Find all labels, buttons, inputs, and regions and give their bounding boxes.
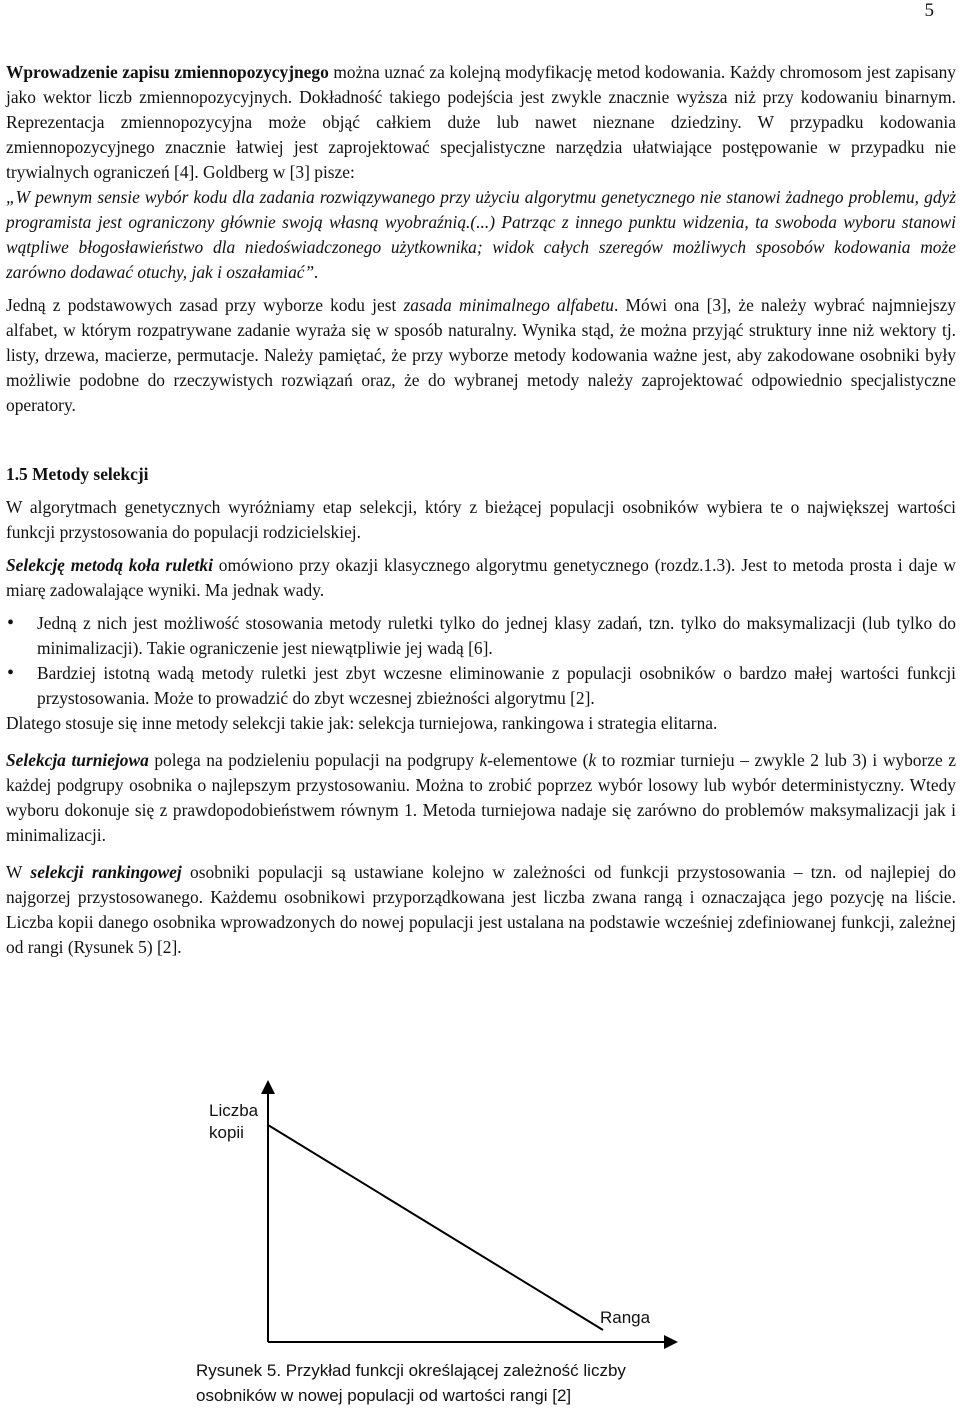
list-item: • Bardziej istotną wadą metody ruletki jest zbyt wczesne eliminowanie z populacji osobników o bardzo małej wartości funkcji przystosowania. Może to prowadzić do zbyt wczesnej zbieżności algorytmu [2]. bbox=[6, 661, 956, 711]
paragraph-text: można uznać za kolejną modyfikację metod kodowania. Każdy chromosom jest zapisany jako wektor liczb zmiennopozycyjnych. Dokładność takiego podejścia jest zwykle znacznie wyższa niż przy kodowaniu binarnym. Reprezentacja zmiennopozycyjna może objąć całkiem duże lub nawet nieznane dziedziny. W przypadku kodowania zmiennopozycyjnego znacznie łatwiej jest zaprojektować specjalistyczne narzędzia ułatwiające postępowanie w przypadku nie trywialnych ograniczeń [4]. Goldberg w [3] pisze: bbox=[6, 62, 956, 182]
bold-italic-term: Selekcję metodą koła ruletki bbox=[6, 555, 213, 575]
y-axis-arrow bbox=[261, 1080, 275, 1094]
paragraph-ranking bbox=[6, 860, 956, 960]
italic-variable: k bbox=[588, 750, 597, 770]
y-axis-label-line: kopii bbox=[209, 1123, 244, 1142]
series-line bbox=[268, 1125, 603, 1330]
y-axis-label-line: Liczba bbox=[209, 1101, 259, 1120]
italic-term: zasada minimalnego alfabetu bbox=[403, 295, 615, 315]
x-axis-label: Ranga bbox=[600, 1308, 651, 1327]
drawbacks-list bbox=[6, 611, 956, 711]
paragraph-roulette bbox=[6, 553, 956, 603]
y-axis-label bbox=[209, 1100, 279, 1144]
paragraph-tournament bbox=[6, 748, 956, 848]
paragraph-minimal-alphabet bbox=[6, 293, 956, 418]
goldberg-quote bbox=[6, 185, 956, 285]
paragraph-selection-intro: W algorytmach genetycznych wyróżniamy etap selekcji, który z bieżącej populacji osobników wybiera te o największej wartości funkcji przystosowania do populacji rodzicielskiej. bbox=[6, 497, 956, 542]
bold-term: Wprowadzenie zapisu zmiennopozycyjnego bbox=[6, 62, 329, 82]
paragraph-text: omówiono przy okazji klasycznego algorytmu genetycznego (rozdz.1.3). Jest to metoda prosta i daje w miarę zadowalające wyniki. Ma jednak wady. bbox=[6, 555, 956, 600]
caption-line: osobników w nowej populacji od wartości rangi [2] bbox=[196, 1386, 572, 1405]
bold-italic-term: Selekcja turniejowa bbox=[6, 750, 149, 770]
bold-italic-term: selekcji rankingowej bbox=[30, 862, 182, 882]
paragraph-text: osobniki populacji są ustawiane kolejno w zależności od funkcji przystosowania – tzn. od najlepiej do najgorzej przystosowanego. Każdemu osobnikowi przyporządkowana jest liczba zwana rangą i oznaczająca jego pozycję na liście. Liczba kopii danego osobnika wprowadzonych do nowej populacji jest ustalana na podstawie wcześniej zdefiniowanej funkcji, zależnej od rangi (Rysunek 5) [2]. bbox=[6, 862, 956, 957]
caption-line: Rysunek 5. Przykład funkcji określającej zależność liczby bbox=[196, 1361, 626, 1380]
figure-caption bbox=[196, 1358, 756, 1408]
paragraph-other-methods: Dlatego stosuje się inne metody selekcji takie jak: selekcja turniejowa, rankingowa i strategia elitarna. bbox=[6, 713, 718, 733]
paragraph-text: to rozmiar turnieju – zwykle 2 lub 3) i wyborze z każdej podgrupy osobnika o najlepszym przystosowaniu. Można to zrobić poprzez wybór losowy lub wybór deterministyczny. Wtedy wyboru dokonuje się z prawdopodobieństwem równym 1. Metoda turniejowa nadaje się zarówno do problemów maksymalizacji jak i minimalizacji. bbox=[6, 750, 956, 845]
quote-text: „W pewnym sensie wybór kodu dla zadania rozwiązywanego przy użyciu algorytmu genetycznego nie stanowi żadnego problemu, gdyż programista jest ograniczony głównie swoją własną wyobraźnią.(...) Patrząc z innego punktu widzenia, ta swoboda wyboru stanowi wątpliwe błogosławieństwo dla niedoświadczonego użytkownika; widok całych szeregów możliwych sposobów kodowania może zarówno dodawać otuchy, jak i oszałamiać”. bbox=[6, 187, 956, 282]
paragraph-text: polega na podzieleniu populacji na podgrupy bbox=[148, 750, 480, 770]
figure-rank-function bbox=[0, 1080, 960, 1406]
paragraph-text: . Mówi ona [3], że należy wybrać najmniejszy alfabet, w którym rozpatrywane zadanie wyraża się w sposób naturalny. Wynika stąd, że można przyjąć struktury inne niż wektory tj. listy, drzewa, macierze, permutacje. Należy pamiętać, że przy wyborze metody kodowania ważne jest, aby zakodowane osobniki były możliwie podobne do rzeczywistych rozwiązań oraz, że do wybranej metody należy zaprojektować odpowiednio specjalistyczne operatory. bbox=[6, 295, 957, 415]
paragraph-floating-point bbox=[6, 60, 956, 185]
paragraph-text: Jedną z podstawowych zasad przy wyborze kodu jest bbox=[6, 295, 404, 315]
paragraph-text: W bbox=[6, 862, 31, 882]
x-axis-arrow bbox=[664, 1335, 678, 1349]
page-number: 5 bbox=[924, 0, 934, 21]
list-item: • Jedną z nich jest możliwość stosowania metody ruletki tylko do jednej klasy zadań, tzn. tylko do maksymalizacji (lub tylko do minimalizacji). Takie ograniczenie jest niewątpliwie jej wadą [6]. bbox=[6, 611, 956, 661]
series-layer bbox=[268, 1125, 603, 1330]
italic-variable: k bbox=[479, 750, 488, 770]
article-body bbox=[6, 60, 956, 960]
paragraph-text: -elementowe ( bbox=[487, 750, 589, 770]
section-heading: 1.5 Metody selekcji bbox=[6, 464, 149, 484]
